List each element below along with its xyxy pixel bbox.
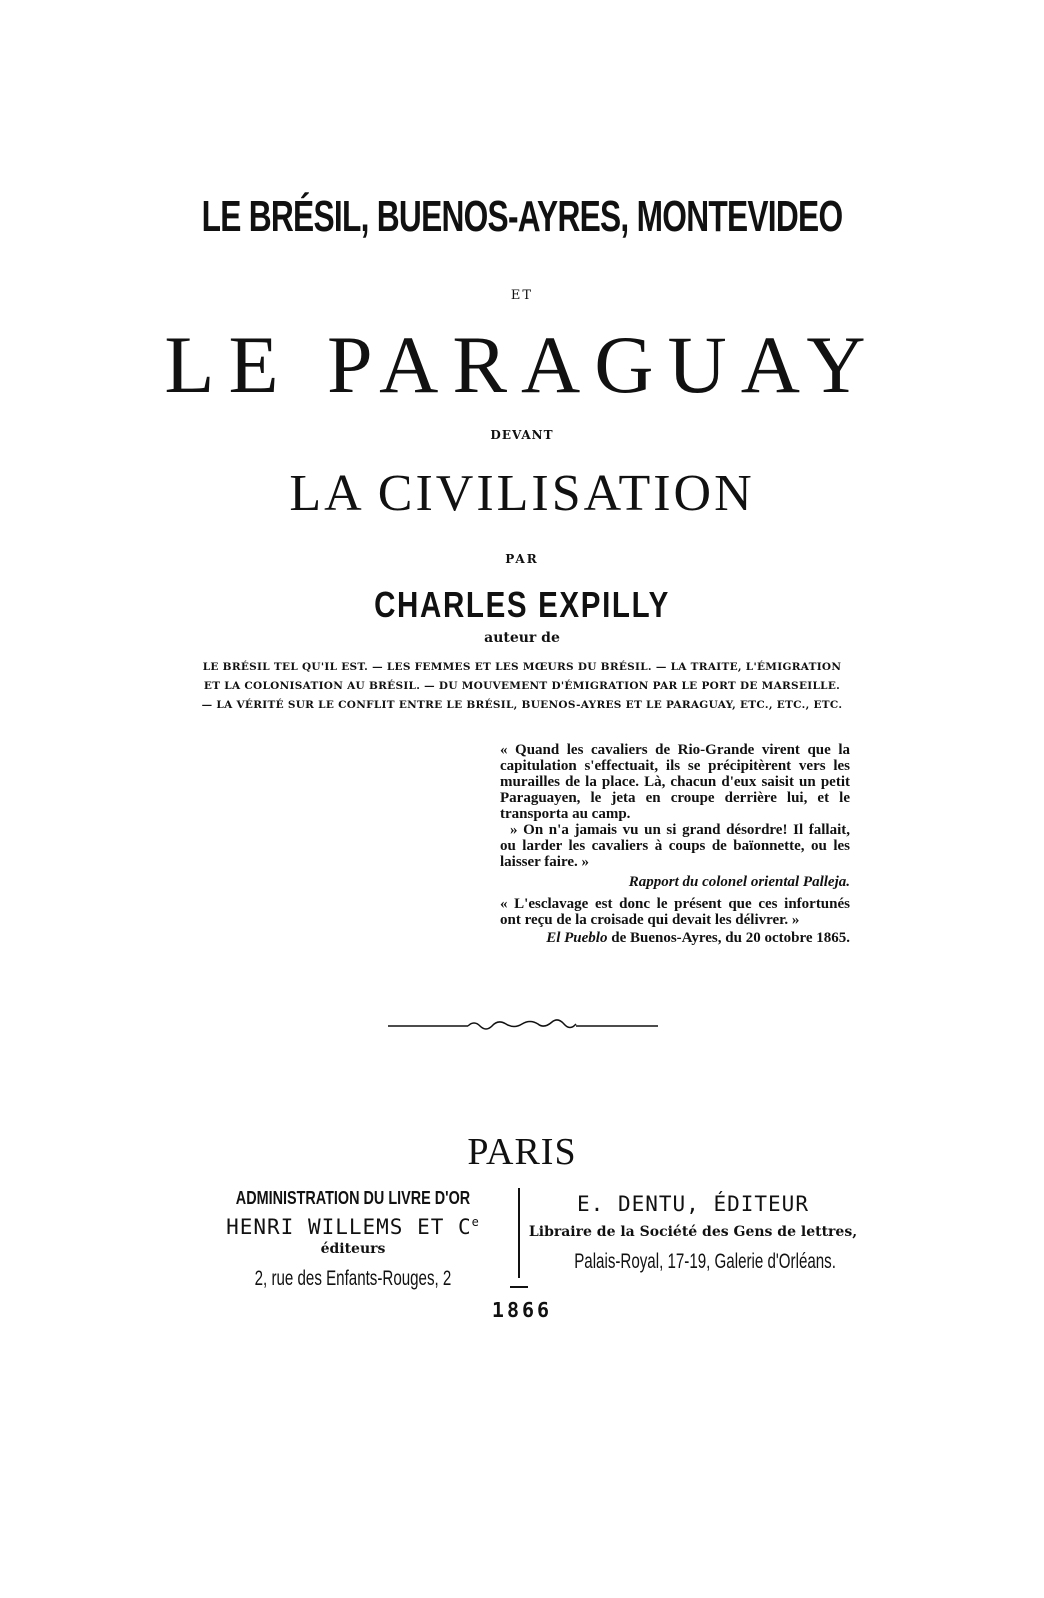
publisher-name-text: HENRI WILLEMS ET C xyxy=(226,1215,472,1239)
publisher-address: 2, rue des Enfants-Rouges, 2 xyxy=(254,1267,452,1290)
publication-year: 1866 xyxy=(491,1298,553,1322)
publisher-role: Libraire de la Société des Gens de lettres, xyxy=(528,1224,858,1240)
epigraph-source xyxy=(500,930,850,946)
works-line: ET LA COLONISATION AU BRÉSIL. — DU MOUVEMENT D'ÉMIGRATION PAR LE PORT DE MARSEILLE. xyxy=(203,680,841,692)
auteur-de-label: auteur de xyxy=(484,630,560,646)
main-title: LE PARAGUAY xyxy=(164,319,880,410)
left-publisher xyxy=(190,1186,516,1291)
conjunction-et: ET xyxy=(510,288,534,303)
publisher-admin: ADMINISTRATION DU LIVRE D'OR xyxy=(235,1188,471,1208)
works-line: — LA VÉRITÉ SUR LE CONFLIT ENTRE LE BRÉSIL, BUENOS-AYRES ET LE PARAGUAY, ETC., ETC., ETC. xyxy=(201,699,843,711)
publisher-name: E. DENTU, ÉDITEUR xyxy=(577,1192,809,1216)
publisher-name xyxy=(190,1215,516,1239)
ornament-divider-icon xyxy=(388,1016,658,1036)
works-list xyxy=(150,658,894,715)
source-rest: de Buenos-Ayres, du 20 octobre 1865. xyxy=(607,930,850,946)
devant-label: DEVANT xyxy=(490,428,554,442)
epigraph xyxy=(500,742,850,946)
subtitle: LA CIVILISATION xyxy=(289,465,755,522)
publisher-sup: e xyxy=(471,1215,480,1229)
divider-line xyxy=(518,1188,520,1278)
par-label: PAR xyxy=(505,552,539,566)
title-line: LE BRÉSIL, BUENOS-AYRES, MONTEVIDEO xyxy=(201,192,843,241)
publisher-address: Palais-Royal, 17-19, Galerie d'Orléans. xyxy=(574,1250,836,1273)
works-line: LE BRÉSIL TEL QU'IL EST. — LES FEMMES ET LES MŒURS DU BRÉSIL. — LA TRAITE, L'ÉMIGRATION xyxy=(202,661,842,673)
publisher-role: éditeurs xyxy=(320,1241,386,1257)
epigraph-paragraph: « L'esclavage est donc le présent que ces infortunés ont reçu de la croisade qui devait les délivrer. » xyxy=(500,896,850,928)
right-publisher xyxy=(528,1186,858,1274)
epigraph-paragraph: » On n'a jamais vu un si grand désordre! Il fallait, ou larder les cavaliers à coups de baïonnette, ou les laisser faire. » xyxy=(500,822,850,870)
city: PARIS xyxy=(467,1131,577,1173)
author-name: CHARLES EXPILLY xyxy=(374,584,670,625)
epigraph-source: Rapport du colonel oriental Palleja. xyxy=(628,874,850,890)
year-dash xyxy=(510,1286,528,1288)
epigraph-paragraph: « Quand les cavaliers de Rio-Grande virent que la capitulation s'effectuait, ils se précipitèrent vers les murailles de la place. Là, chacun d'eux saisit un petit Paraguayen, le jeta en croupe derrière lui, et le transporta au camp. xyxy=(500,742,850,822)
newspaper-name: El Pueblo xyxy=(546,930,608,946)
